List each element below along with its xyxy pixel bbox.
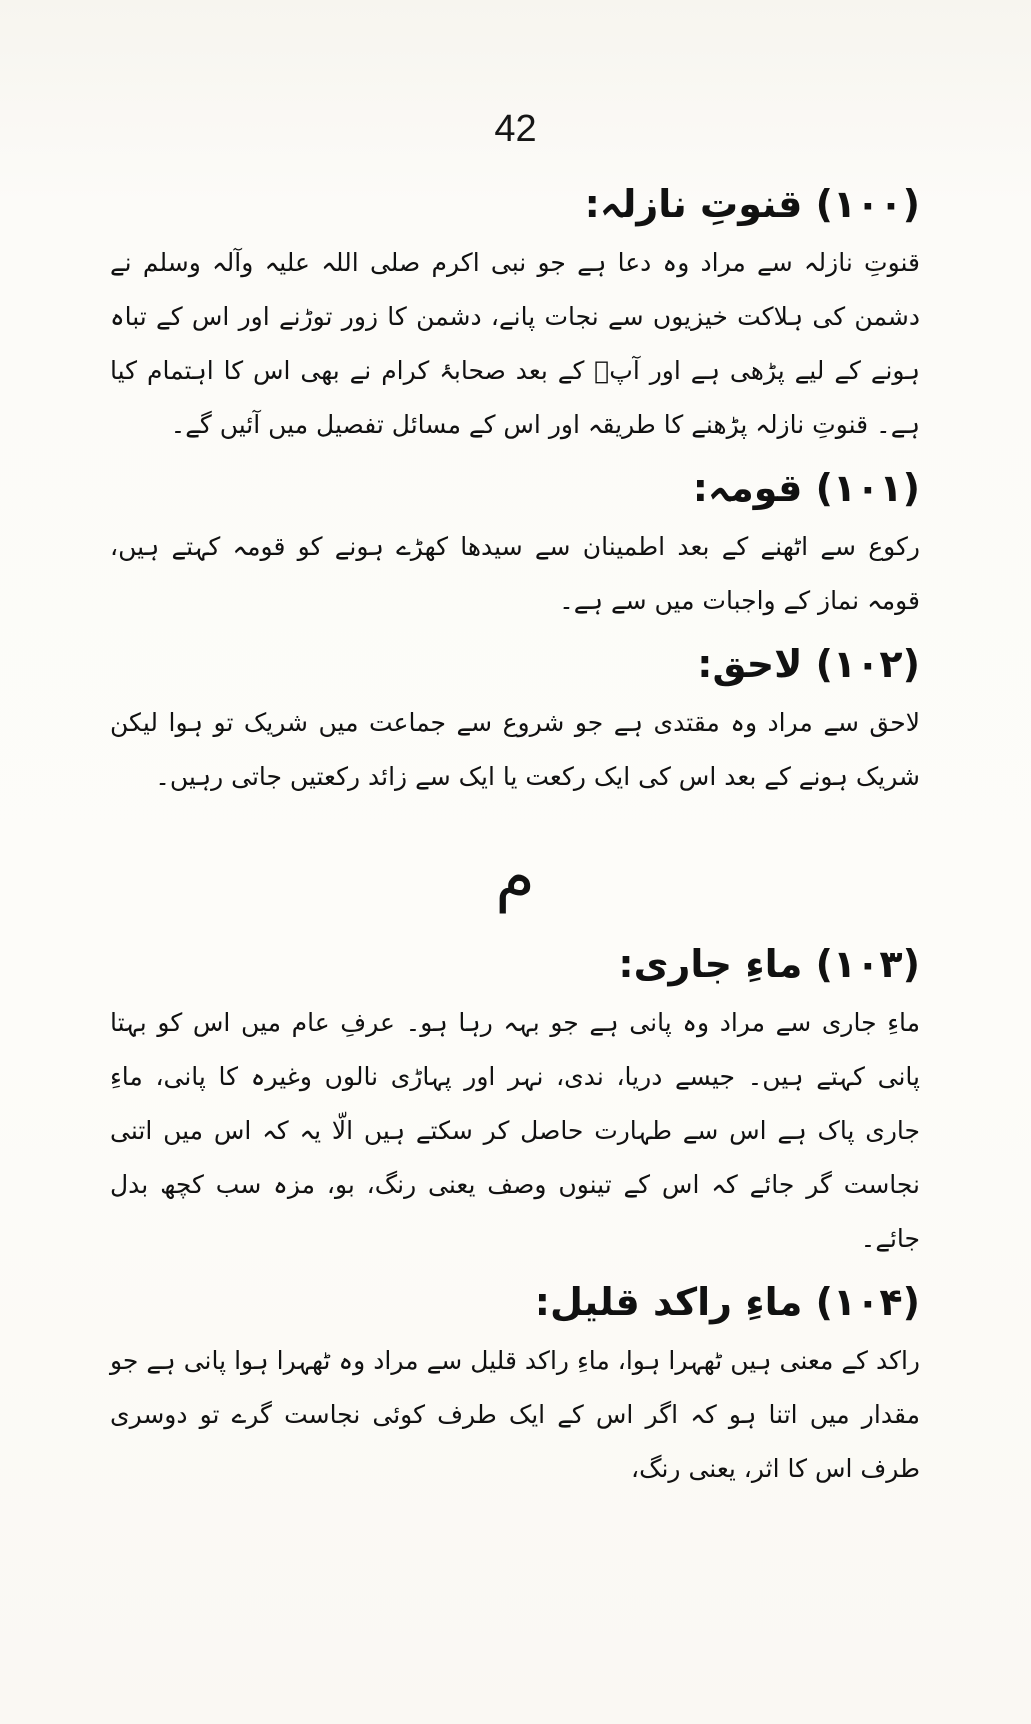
paragraph-qauma: رکوع سے اٹھنے کے بعد اطمینان سے سیدھا کھڑے ہونے کو قومہ کہتے ہیں، قومہ نماز کے واجبات میں سے ہے۔ (110, 532, 920, 615)
page-number: 42 (494, 108, 537, 150)
heading-qauma: (۱۰۱) قومہ: (692, 466, 920, 510)
paragraph-maa-jari: ماءِ جاری سے مراد وہ پانی ہے جو بہہ رہا ہو۔ عرفِ عام میں اس کو بہتا پانی کہتے ہیں۔ جیسے دریا، ندی، نہر اور پہاڑی نالوں وغیرہ کا پانی، ماءِ جاری پاک ہے اس سے طہارت حاصل کر سکتے ہیں الّا یہ کہ اس میں اتنی نجاست گر جائے کہ اس کے تینوں وصف یعنی رنگ، بو، مزہ سب کچھ بدل جائے۔ (110, 1008, 920, 1253)
page-content (110, 170, 920, 1504)
section-letter: م (495, 840, 535, 914)
paragraph-lahiq: لاحق سے مراد وہ مقتدی ہے جو شروع سے جماعت میں شریک تو ہوا لیکن شریک ہونے کے بعد اس کی ایک رکعت یا ایک سے زائد رکعتیں جاتی رہیں۔ (110, 708, 920, 791)
paragraph-qunoot-nazila: قنوتِ نازلہ سے مراد وہ دعا ہے جو نبی اکرم صلی اللہ علیہ وآلہ وسلم نے دشمن کی ہلاکت خیزیوں سے نجات پانے، دشمن کا زور توڑنے اور اس کے تباہ ہونے کے لیے پڑھی ہے اور آپؐ کے بعد صحابۂ کرام نے بھی اس کا اہتمام کیا ہے۔ قنوتِ نازلہ پڑھنے کا طریقہ اور اس کے مسائل تفصیل میں آئیں گے۔ (110, 248, 920, 439)
heading-maa-rakid-qaleel: (۱۰۴) ماءِ راکد قلیل: (534, 1280, 920, 1324)
heading-qunoot-nazila: (۱۰۰) قنوتِ نازلہ: (584, 182, 920, 226)
paragraph-maa-rakid-qaleel: راکد کے معنی ہیں ٹھہرا ہوا، ماءِ راکد قلیل سے مراد وہ ٹھہرا ہوا پانی ہے جو مقدار میں اتنا ہو کہ اگر اس کے ایک طرف کوئی نجاست گرے تو دوسری طرف اس کا اثر، یعنی رنگ، (110, 1346, 920, 1483)
heading-maa-jari: (۱۰۳) ماءِ جاری: (618, 942, 920, 986)
heading-lahiq: (۱۰۲) لاحق: (697, 642, 920, 686)
